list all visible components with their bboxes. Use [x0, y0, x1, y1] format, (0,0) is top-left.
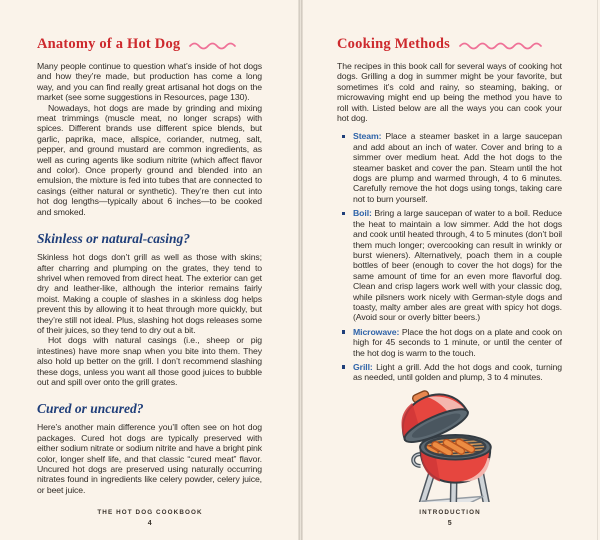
squiggle-divider-icon	[188, 40, 240, 51]
page-number: 4	[147, 520, 153, 527]
method-item-boil	[353, 208, 562, 322]
grill-grate	[420, 435, 491, 460]
bullet-square-icon	[342, 135, 345, 138]
method-text: Light a grill. Add the hot dogs and cook, turning as needed, until golden and plump, 3 to 4 minutes.	[353, 361, 562, 383]
section-subheading: Cured or uncured?	[37, 401, 144, 417]
bullet-square-icon	[342, 330, 345, 333]
body-paragraph: Nowadays, hot dogs are made by grinding and mixing meat trimmings (muscle meat, no longer scraps) with spices. Different brands use different spice blends, but garlic, paprika, mace, allspice, coriander, nutmeg, salt, pepper, and ground mustard are common ingredients, as well as curing agents like sodium nitrite (which affect flavor and color). Once properly ground and blended into an emulsion, the mixture is fed into tubes that are connected to casings (either natural or synthetic). They’re then cut into hot dog lengths—typically about 6 inches—to be cooked and smoked.	[37, 102, 262, 217]
method-text: Place the hot dogs on a plate and cook on high for 45 seconds to 1 minute, or until the center of the hot dog is warm to the touch.	[353, 326, 562, 358]
method-label: Microwave:	[353, 326, 400, 337]
method-item-grill	[353, 362, 562, 383]
running-title: INTRODUCTION	[419, 509, 481, 516]
cooking-methods-list	[337, 131, 562, 382]
right-page-content	[337, 36, 562, 502]
right-page	[300, 0, 600, 540]
method-item-microwave	[353, 327, 562, 358]
method-text: Bring a large saucepan of water to a boil. Reduce the heat to maintain a low simmer. Add the hot dogs and cook until heated through, 4 to 5 minutes (don’t boil them much longer; overcooking can result in wrinkly or burst wieners). Alternatively, poach them in a couple bottles of beer (enough to cover the hot dogs) for the same amount of time for an even more flavorful dog. Clean and crisp lagers work well with your classic dog, while pilsners work nicely with German-style dogs and toasty, malty amber ales are great with spicy hot dogs. (Avoid sour or overly bitter beers.)	[353, 208, 562, 323]
page-title: Anatomy of a Hot Dog	[37, 36, 181, 52]
page-gutter	[298, 0, 303, 540]
kettle-grill-illustration	[396, 389, 504, 502]
page-number: 5	[447, 520, 453, 527]
method-text: Place a steamer basket in a large saucepan and add about an inch of water. Cover and bring to a simmer over medium heat. Add the hot dogs to the steamer basket and cover the pan. Steam until the hot dogs are plump and warmed through, 4 to 6 minutes. Carefully remove the hot dogs using tongs, taking care not to burn yourself.	[353, 131, 562, 204]
page-edge	[597, 0, 598, 540]
body-paragraph: The recipes in this book call for several ways of cooking hot dogs. Grilling a dog in summer might be your favorite, but sometimes it’s cold and rainy, so steaming, baking, or microwaving might end up being the method you have to roll with. Listed below are all the ways you can cook your hot dog.	[337, 61, 562, 124]
squiggle-divider-icon	[458, 40, 548, 51]
page-title: Cooking Methods	[337, 36, 450, 52]
body-paragraph: Here’s another main difference you’ll often see on hot dog packages. Cured hot dogs are typically preserved with either sodium nitrate or sodium nitrite and have a bright pink color, longer shelf life, and that classic “cured meat” flavor. Uncured hot dogs are preserved using naturally occurring nitrates found in ingredients like celery powder, celery juice, or beet juice.	[37, 422, 262, 495]
method-item-steam	[353, 131, 562, 204]
left-page-content	[37, 36, 262, 502]
right-page-footer	[300, 509, 600, 528]
right-heading-row	[337, 36, 562, 52]
section-subheading: Skinless or natural-casing?	[37, 231, 191, 247]
body-paragraph: Hot dogs with natural casings (i.e., sheep or pig intestines) have more snap when you bite into them. They also hold up better on the grill. I don’t recommend slashing these dogs, unless you want all those good juices to bubble out and spill over onto the grill grates.	[37, 335, 262, 387]
bullet-square-icon	[342, 365, 345, 368]
left-heading-row	[37, 36, 262, 52]
body-paragraph: Many people continue to question what’s inside of hot dogs and how they’re made, but production has come a long way, and you can find really great artisanal hot dogs on the market (see some suggestions in Resources, page 130).	[37, 61, 262, 103]
bullet-square-icon	[342, 212, 345, 215]
method-label: Boil:	[353, 208, 372, 219]
method-label: Steam:	[353, 131, 382, 142]
method-label: Grill:	[353, 361, 373, 372]
running-title: THE HOT DOG COOKBOOK	[97, 509, 203, 516]
left-page-footer	[0, 509, 300, 528]
body-paragraph: Skinless hot dogs don’t grill as well as those with skins; after charring and plumping on the grates, they tend to shrivel when removed from direct heat. The exterior can get dry and leather-like, although the interior remains fairly moist. Making a couple of slashes in a skinless dog helps prevent this by allowing it to heat through more quickly, but they’re still not ideal. Plus, slashing hot dogs releases some of their juices, so they tend to dry out a bit.	[37, 252, 262, 335]
illustration-container	[337, 389, 562, 502]
